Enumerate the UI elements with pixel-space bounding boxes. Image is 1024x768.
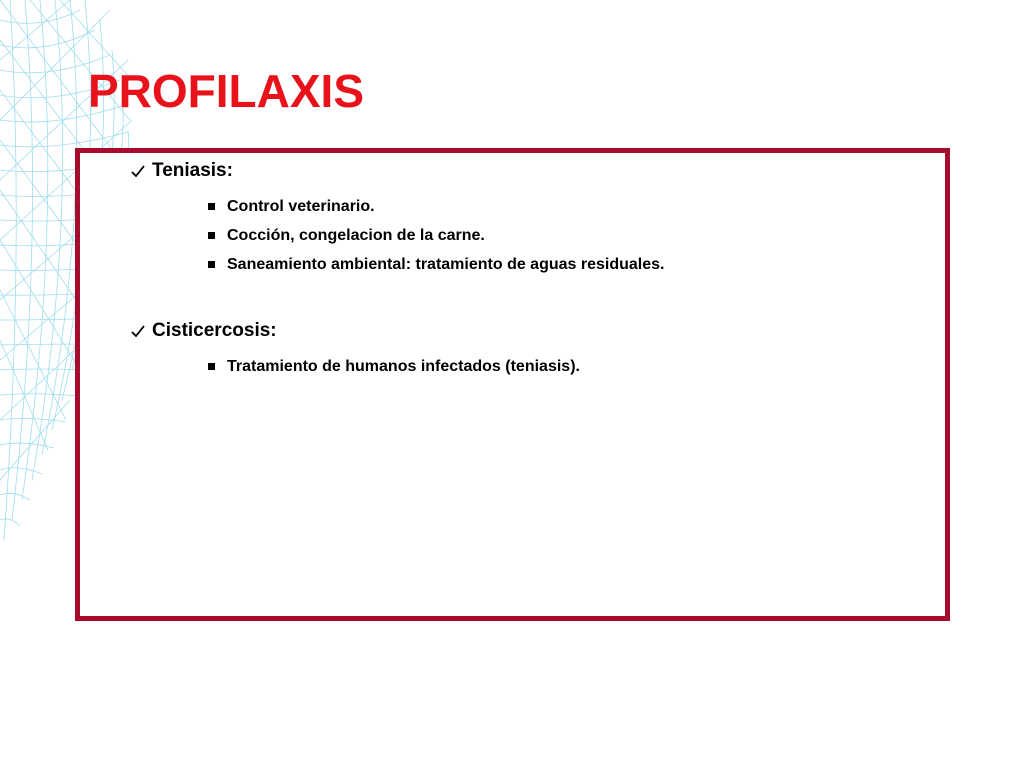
content-frame [75, 148, 950, 621]
section-heading-label: Cisticercosis: [152, 320, 277, 341]
square-bullet-icon [208, 203, 215, 210]
square-bullet-icon [208, 363, 215, 370]
section-cisticercosis [130, 318, 580, 381]
section-heading [130, 158, 664, 184]
list-item-text: Saneamiento ambiental: tratamiento de aguas residuales. [227, 255, 665, 273]
section-heading-label: Teniasis: [152, 160, 233, 181]
list-item [208, 192, 664, 221]
checkmark-icon [130, 163, 146, 179]
section-teniasis [130, 158, 664, 279]
checkmark-icon [130, 323, 146, 339]
list-item-text: Control veterinario. [227, 197, 375, 215]
list-item [208, 352, 580, 381]
square-bullet-icon [208, 232, 215, 239]
square-bullet-icon [208, 261, 215, 268]
bullet-list [208, 192, 664, 279]
section-heading [130, 318, 580, 344]
list-item [208, 250, 664, 279]
list-item-text: Tratamiento de humanos infectados (teniasis). [227, 357, 580, 375]
slide-title: PROFILAXIS [88, 65, 365, 117]
bullet-list [208, 352, 580, 381]
list-item-text: Cocción, congelacion de la carne. [227, 226, 485, 244]
list-item [208, 221, 664, 250]
